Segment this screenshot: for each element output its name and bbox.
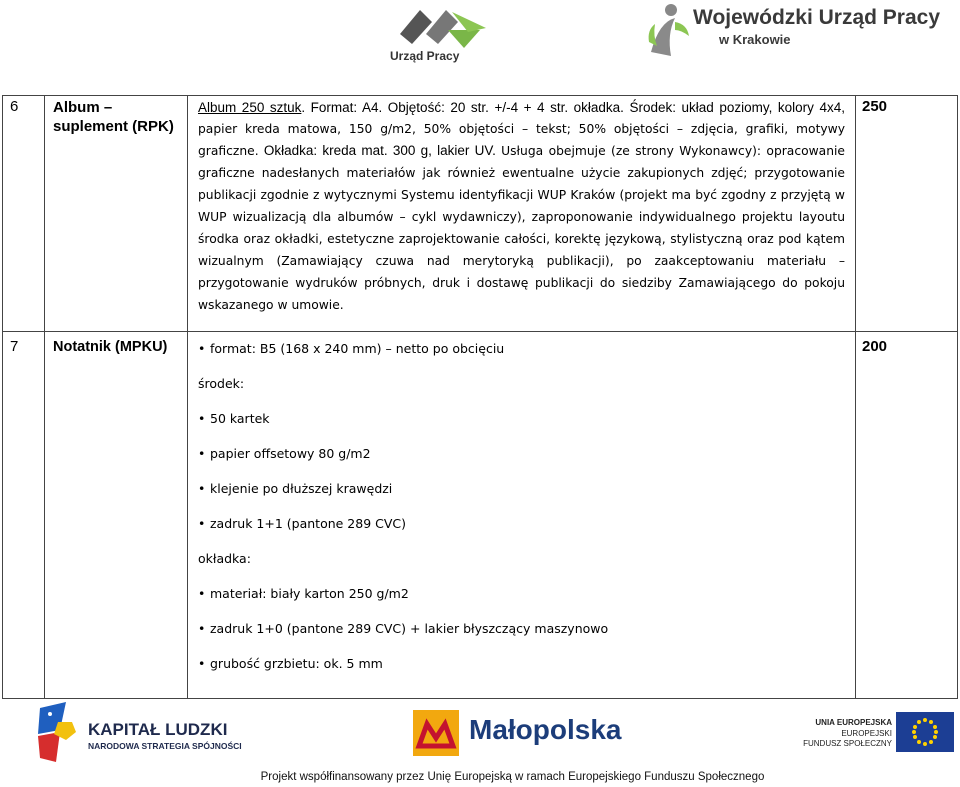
item-name-line1: Album – [53,99,113,116]
item-description [188,332,856,699]
desc-paper: papier kreda matowa, 150 g/m2, 50% objętości – tekst; 50% objętości – zdjęcia, grafiki, motywy graficzne. [198,122,845,158]
wup-logo [645,2,945,62]
desc-service: Usługa obejmuje (ze strony Wykonawcy): opracowanie graficzne nadesłanych materiałów jak również ewentualne użycie zakupionych zdjęć; przygotowanie publikacji zgodnie z wytycznymi Systemu identyfikacji WUP Kraków (projekt ma być zgodny z przyjętą w WUP wizualizacją dla albumów – cykl wydawniczy), zaproponowanie indywidualnego projektu layoutu środka oraz okładki, estetyczne zaprojektowanie całości, korektę językową, stylistyczną oraz pod kątem wizualnym (Zamawiający czuwa nad merytoryką publikacji), po zaakceptowaniu materiału – przygotowanie wydruków próbnych, druk i dostawę publikacji do siedziby Zamawiającego do pokoju wskazanego w umowie. [198,144,845,312]
item-quantity: 200 [856,332,958,699]
desc-quantity-link: Album 250 sztuk [198,100,302,115]
item-description [188,96,856,332]
desc-cover: Okładka: kreda mat. 300 g, lakier UV. [258,143,502,158]
row-number: 7 [3,332,45,699]
specification-table [2,95,958,699]
kapital-ludzki-logo [36,700,246,766]
kapital-ludzki-title: KAPITAŁ LUDZKI [88,720,228,739]
list-item: • papier offsetowy 80 g/m2 [198,446,371,461]
malopolska-logo [413,710,623,756]
kapital-ludzki-subtitle: NARODOWA STRATEGIA SPÓJNOŚCI [88,741,242,751]
eu-line1: UNIA EUROPEJSKA [815,718,892,727]
urzad-pracy-logo [390,4,490,66]
row-number: 6 [3,96,45,332]
list-item: • materiał: biały karton 250 g/m2 [198,586,409,601]
item-name [45,96,188,332]
list-item: • klejenie po dłuższej krawędzi [198,481,393,496]
section-label: środek: [198,376,245,391]
eu-logo [796,712,956,756]
list-item: • format: B5 (168 x 240 mm) – netto po obcięciu [198,341,505,356]
table-row [3,332,958,699]
wup-figure-icon [645,2,691,60]
list-item: • zadruk 1+1 (pantone 289 CVC) [198,516,407,531]
wup-logo-title: Wojewódzki Urząd Pracy [693,6,941,29]
kapital-ludzki-emblem-icon [36,700,86,766]
item-name: Notatnik (MPKU) [45,332,188,699]
list-item: • 50 kartek [198,411,270,426]
table-row [3,96,958,332]
malopolska-emblem-icon [413,710,459,756]
eu-line3: FUNDUSZ SPOŁECZNY [803,739,892,748]
footer-note: Projekt współfinansowany przez Unię Europejską w ramach Europejskiego Funduszu Społecznego [260,771,765,783]
desc-format: . Format: A4. Objętość: 20 str. +/-4 + 4 str. okładka. Środek: układ poziomy, kolory 4x4, [301,100,845,115]
eu-line2: EUROPEJSKI [841,729,892,738]
wup-logo-subtitle: w Krakowie [719,32,791,47]
item-name-line2: suplement (RPK) [53,118,174,135]
urzad-pracy-logo-text: Urząd Pracy [390,49,460,63]
malopolska-title: Małopolska [469,714,622,745]
section-label: okładka: [198,551,251,566]
urzad-pracy-emblem-icon [390,4,490,48]
item-quantity: 250 [856,96,958,332]
list-item: • zadruk 1+0 (pantone 289 CVC) + lakier błyszczący maszynowo [198,621,609,636]
eu-flag-icon [896,712,954,752]
list-item: • grubość grzbietu: ok. 5 mm [198,656,383,671]
page-header [0,0,960,70]
